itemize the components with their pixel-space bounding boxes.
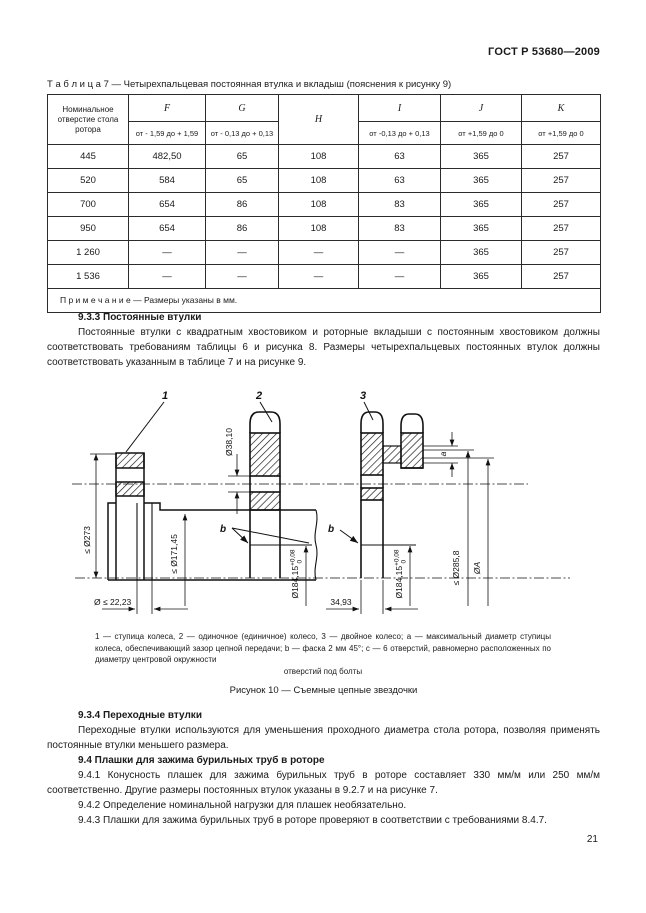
cell: 257 (522, 217, 601, 241)
tolerance-lower: 0 (400, 559, 408, 564)
page-number: 21 (586, 834, 598, 845)
dim-label-3493: 34,93 (330, 597, 352, 607)
table-row (48, 145, 601, 169)
cell: 63 (359, 145, 441, 169)
cell: 83 (359, 217, 441, 241)
cell: 86 (206, 193, 279, 217)
col-header-nominal-opening: Номинальное отверстие стола ротора (48, 95, 129, 145)
table-row (48, 265, 601, 289)
part-3-label: 3 (359, 390, 367, 402)
tolerance-F: от - 1,59 до + 1,59 (129, 122, 206, 145)
bore-diameter-value: Ø184,15 (290, 565, 300, 599)
cell: 257 (522, 169, 601, 193)
cell: — (129, 241, 206, 265)
cell: 654 (129, 217, 206, 241)
cell: 654 (129, 193, 206, 217)
leader-line-1 (126, 402, 164, 452)
table-7-title: Т а б л и ц а 7 — Четырехпальцевая постоянная втулка и вкладыш (пояснения к рисунку 9) (47, 79, 452, 90)
cell: 365 (441, 217, 522, 241)
cell: 86 (206, 217, 279, 241)
cell: 108 (279, 169, 359, 193)
cell: 257 (522, 193, 601, 217)
section-943-paragraph: 9.4.3 Плашки для зажима бурильных труб в роторе проверяют в соответствии с требованиями 8.4.7. (78, 815, 547, 826)
cell: 365 (441, 265, 522, 289)
dim-label-dia18415-right (394, 549, 408, 598)
section-933-paragraph: Постоянные втулки с квадратным хвостовиком и роторные вкладыши с постоянным хвостовиком должны соответствовать требованиям таблицы 6 и рисунка 8. Размеры четырехпальцевых постоянных втулок должны соответствовать указанным в таблице 7 и на рисунке 9. (47, 327, 600, 368)
table-note: П р и м е ч а н и е — Размеры указаны в мм. (48, 289, 601, 313)
cell: — (206, 265, 279, 289)
dim-label-a: a (438, 451, 448, 457)
cell: 365 (441, 145, 522, 169)
tolerance-upper: +0,08 (393, 549, 401, 566)
cell: 365 (441, 169, 522, 193)
figure-10-caption: Рисунок 10 — Съемные цепные звездочки (229, 685, 418, 696)
part-1-label: 1 (161, 390, 169, 402)
section-941-paragraph: 9.4.1 Конусность плашек для зажима бурильных труб в роторе составляет 330 мм/м или 250 мм/м соответственно. Другие размеры постоянных втулок указаны в 9.2.7 и на рисунке 7. (47, 770, 600, 796)
cell: 63 (359, 169, 441, 193)
chamfer-b-label-2: b (220, 524, 227, 535)
col-header-H: H (279, 95, 359, 145)
cell: — (129, 265, 206, 289)
cell: 950 (48, 217, 129, 241)
dimension-2858 (423, 450, 474, 606)
chamfer-b-label-3: b (328, 524, 335, 535)
cell: 108 (279, 193, 359, 217)
dim-label-dia18415-left (290, 549, 304, 598)
figure-legend-last-line: отверстий под болты (283, 666, 363, 676)
cell: 83 (359, 193, 441, 217)
col-header-J: J (441, 95, 522, 122)
cell: 700 (48, 193, 129, 217)
cell: 257 (522, 265, 601, 289)
dim-label-diaA: ØA (472, 561, 482, 575)
section-942-paragraph: 9.4.2 Определение номинальной нагрузки для плашек необязательно. (78, 800, 407, 811)
tolerance-G: от - 0,13 до + 0,13 (206, 122, 279, 145)
col-header-K: K (522, 95, 601, 122)
cell: 65 (206, 169, 279, 193)
table-7 (47, 94, 601, 313)
section-933 (47, 310, 600, 370)
col-header-G: G (206, 95, 279, 122)
table-note-row (48, 289, 601, 313)
tolerance-I: от -0,13 до + 0,13 (359, 122, 441, 145)
double-wheel-part-3 (361, 412, 423, 578)
single-wheel-part-2 (250, 412, 312, 578)
tolerance-K: от +1,59 до 0 (522, 122, 601, 145)
cell: 1 536 (48, 265, 129, 289)
figure-legend-main: 1 — ступица колеса, 2 — одиночное (единичное) колесо, 3 — двойное колесо; а — максимальный диаметр ступицы колеса, обеспечивающий зазор цепной передачи; b — фаска 2 мм 45°; с — 6 отверстий, равномерно расположенных по диаметру центровой окружности (95, 632, 551, 664)
cell: 365 (441, 193, 522, 217)
hub-part-1 (108, 453, 317, 580)
table-row (48, 241, 601, 265)
table-row (48, 217, 601, 241)
figure-legend (95, 631, 551, 677)
dimension-273 (90, 454, 117, 578)
chamfer-leader-b2 (232, 528, 309, 543)
chamfer-leader-b3 (340, 530, 358, 543)
table-row (48, 193, 601, 217)
section-934-paragraph: Переходные втулки используются для уменьшения проходного диаметра стола ротора, позволяя применять постоянные втулки меньшего размера. (47, 725, 600, 751)
section-94-heading: 9.4 Плашки для зажима бурильных труб в роторе (78, 755, 325, 766)
dim-label-dia3810: Ø38,10 (224, 428, 234, 456)
cell: — (359, 241, 441, 265)
dim-label-dia17145: ≤ Ø171,45 (169, 534, 179, 574)
col-header-F: F (129, 95, 206, 122)
cell: 108 (279, 145, 359, 169)
tolerance-upper: +0,08 (289, 549, 297, 566)
col-header-I: I (359, 95, 441, 122)
part-2-label: 2 (255, 390, 263, 402)
cell: 65 (206, 145, 279, 169)
section-934-heading: 9.3.4 Переходные втулки (78, 710, 202, 721)
cell: — (279, 241, 359, 265)
cell: 257 (522, 145, 601, 169)
cell: — (359, 265, 441, 289)
cell: 108 (279, 217, 359, 241)
cell: 520 (48, 169, 129, 193)
table-row (48, 169, 601, 193)
dim-label-dia273: ≤ Ø273 (82, 526, 92, 554)
section-933-heading: 9.3.3 Постоянные втулки (78, 312, 202, 323)
cell: — (279, 265, 359, 289)
dim-label-dia2223: Ø ≤ 22,23 (94, 597, 132, 607)
figure-10-drawing (60, 388, 580, 640)
cell: 365 (441, 241, 522, 265)
dim-label-dia2858: ≤ Ø285,8 (451, 550, 461, 586)
cell: 482,50 (129, 145, 206, 169)
tolerance-lower: 0 (296, 559, 304, 564)
cell: — (206, 241, 279, 265)
cell: 257 (522, 241, 601, 265)
sections-bottom (47, 708, 600, 828)
bore-diameter-value: Ø184,15 (394, 565, 404, 599)
sprocket-technical-drawing (60, 388, 580, 640)
cell: 1 260 (48, 241, 129, 265)
cell: 445 (48, 145, 129, 169)
tolerance-J: от +1,59 до 0 (441, 122, 522, 145)
standard-number-header: ГОСТ Р 53680—2009 (488, 46, 600, 58)
cell: 584 (129, 169, 206, 193)
table-header-row-1 (48, 95, 601, 122)
